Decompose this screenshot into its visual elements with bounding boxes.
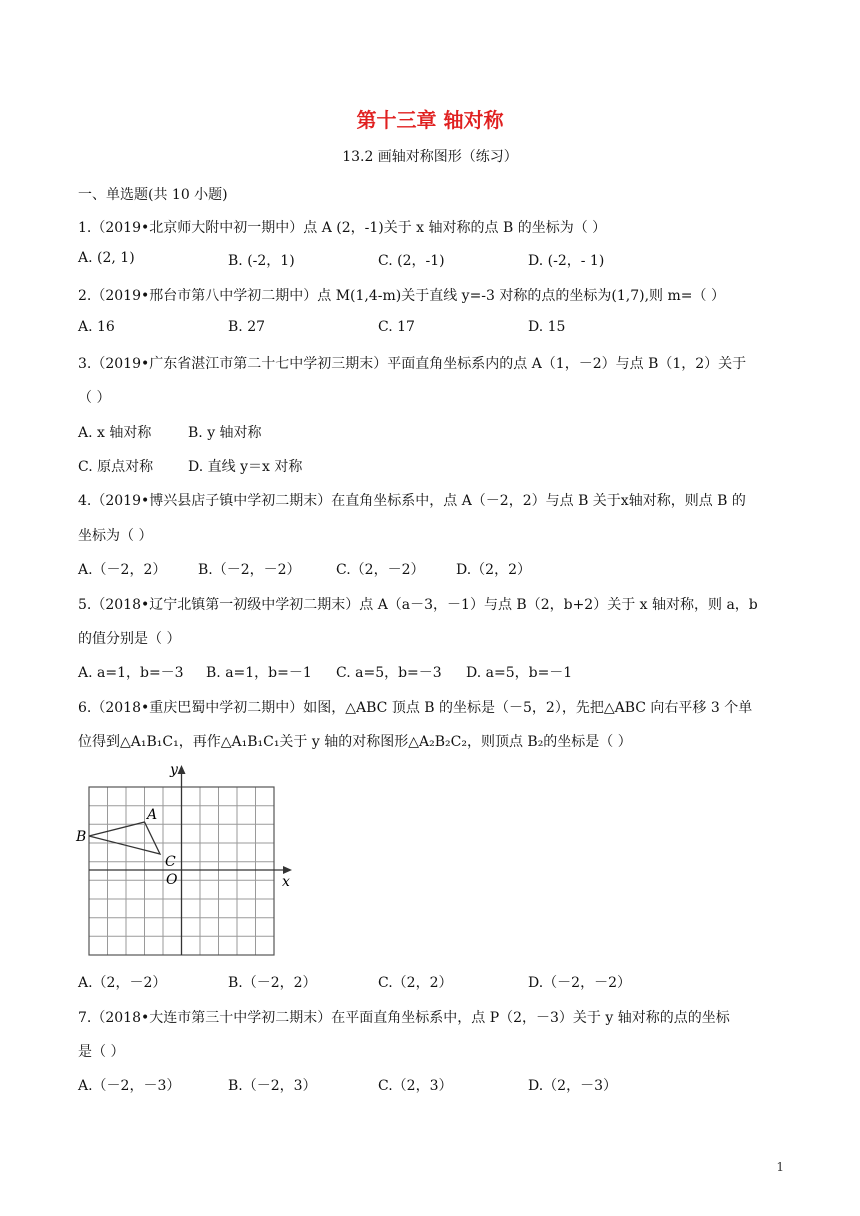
question-3-option-a: A. x 轴对称 [78, 425, 152, 441]
x-axis-arrow [283, 866, 292, 874]
question-1-option-c: C. (2，-1) [378, 253, 445, 269]
point-b-label: B [76, 829, 87, 845]
question-6-stem-line-1: 6.（2018•重庆巴蜀中学初二期中）如图，△ABC 顶点 B 的坐标是（－5，2），先把△ABC 向右平移 3 个单 [78, 700, 753, 716]
question-4-option-c: C.（2，－2） [336, 562, 425, 578]
question-2-stem: 2.（2019•邢台市第八中学初二期中）点 M(1,4-m)关于直线 y=-3 对称的点的坐标为(1,7),则 m=（ ） [78, 288, 725, 304]
question-3-stem-line-2: （ ） [78, 390, 111, 406]
question-4-option-a: A.（－2，2） [78, 562, 167, 578]
question-6-option-d: D.（－2，－2） [528, 975, 631, 991]
question-2-option-a: A. 16 [78, 319, 115, 335]
question-7-option-a: A.（－2，－3） [78, 1078, 181, 1094]
question-3-option-c: C. 原点对称 [78, 459, 154, 475]
question-7-option-d: D.（2，－3） [528, 1078, 617, 1094]
question-3-stem-line-1: 3.（2019•广东省湛江市第二十七中学初三期末）平面直角坐标系内的点 A（1，－2）与点 B（1，2）关于 [78, 356, 747, 372]
point-a-label: A [147, 807, 158, 823]
question-5-option-a: A. a=1，b=－3 [78, 665, 184, 681]
y-axis-arrow [178, 765, 186, 774]
question-5-option-b: B. a=1，b=－1 [206, 665, 312, 681]
point-c-label: C [165, 854, 176, 870]
question-6-option-b: B.（－2，2） [228, 975, 317, 991]
question-2-option-c: C. 17 [378, 319, 415, 335]
question-7-stem-line-2: 是（ ） [78, 1044, 125, 1060]
question-7-stem-line-1: 7.（2018•大连市第三十中学初二期末）在平面直角坐标系中，点 P（2，－3）关于 y 轴对称的点的坐标 [78, 1010, 730, 1026]
y-axis-label: y [170, 762, 178, 778]
x-axis-label: x [282, 874, 290, 890]
question-7-option-b: B.（－2，3） [228, 1078, 317, 1094]
triangle-abc [89, 822, 160, 854]
question-5-option-d: D. a=5，b=－1 [466, 665, 573, 681]
question-1-option-b: B. (-2，1) [228, 253, 295, 269]
question-4-option-d: D.（2，2） [456, 562, 531, 578]
question-6-option-c: C.（2，2） [378, 975, 453, 991]
section-title: 13.2 画轴对称图形（练习） [342, 149, 518, 165]
section-label: 一、单选题(共 10 小题) [78, 187, 228, 203]
question-4-stem-line-1: 4.（2019•博兴县店子镇中学初二期末）在直角坐标系中，点 A（－2，2）与点 B 关于x轴对称，则点 B 的 [78, 493, 746, 509]
question-4-option-b: B.（－2，－2） [198, 562, 301, 578]
question-2-option-d: D. 15 [528, 319, 566, 335]
question-5-stem-line-1: 5.（2018•辽宁北镇第一初级中学初二期末）点 A（a－3，－1）与点 B（2，b+2）关于 x 轴对称，则 a，b [78, 597, 758, 613]
question-6-option-a: A.（2，－2） [78, 975, 167, 991]
question-6-stem-line-2: 位得到△A₁B₁C₁，再作△A₁B₁C₁关于 y 轴的对称图形△A₂B₂C₂，则顶点 B₂的坐标是（ ） [78, 734, 632, 750]
question-5-stem-line-2: 的值分别是（ ） [78, 631, 181, 647]
chapter-title: 第十三章 轴对称 [356, 108, 504, 132]
question-5-option-c: C. a=5，b=－3 [336, 665, 442, 681]
question-4-stem-line-2: 坐标为（ ） [78, 528, 153, 544]
question-7-option-c: C.（2，3） [378, 1078, 453, 1094]
question-1-option-d: D. (-2，- 1) [528, 253, 605, 269]
question-2-option-b: B. 27 [228, 319, 266, 335]
origin-label: O [166, 872, 178, 888]
question-6-figure [74, 760, 304, 960]
page-number: 1 [776, 1160, 784, 1174]
question-3-option-d: D. 直线 y＝x 对称 [188, 459, 303, 475]
question-1-option-a: A. (2, 1) [78, 250, 135, 266]
question-3-option-b: B. y 轴对称 [188, 425, 262, 441]
question-1-stem: 1.（2019•北京师大附中初一期中）点 A (2，-1)关于 x 轴对称的点 B 的坐标为（ ） [78, 220, 607, 236]
